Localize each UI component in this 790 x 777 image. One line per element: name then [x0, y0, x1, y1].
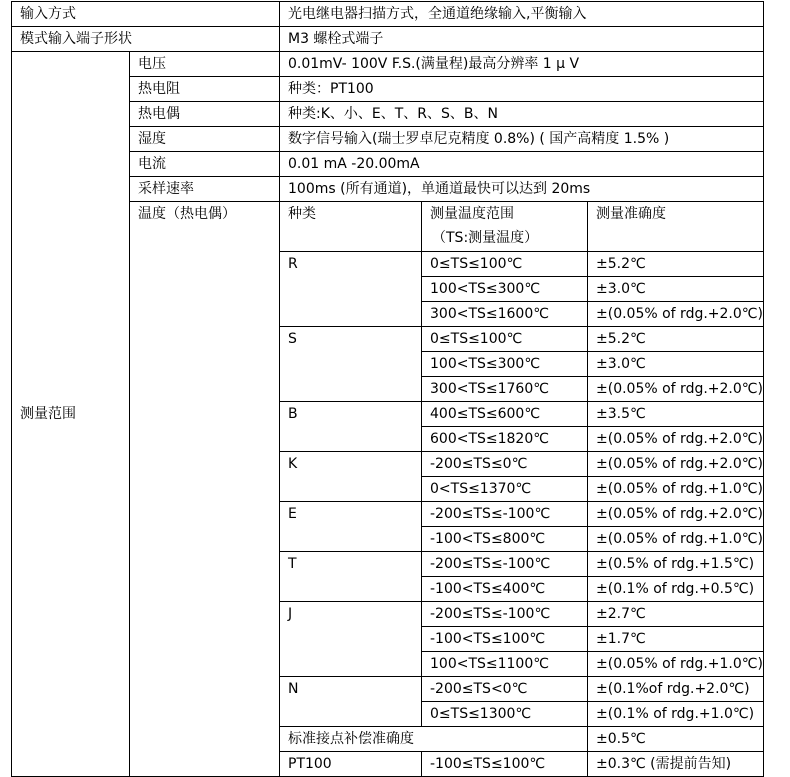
- sampling-value: 100ms (所有通道)，单通道最快可以达到 20ms: [280, 177, 764, 202]
- temperature-range-cell: -100<TS≤100℃: [422, 627, 588, 652]
- accuracy-cell: ±2.7℃: [588, 602, 764, 627]
- rtd-value: 种类：PT100: [280, 77, 764, 102]
- temperature-range-cell: -200≤TS<0℃: [422, 677, 588, 702]
- accuracy-cell: ±(0.05% of rdg.+1.0℃): [588, 652, 764, 677]
- accuracy-cell: ±(0.05% of rdg.+2.0℃): [588, 452, 764, 477]
- accuracy-cell: ±(0.05% of rdg.+2.0℃): [588, 427, 764, 452]
- accuracy-cell: ±(0.05% of rdg.+2.0℃): [588, 502, 764, 527]
- terminal-value: M3 螺栓式端子: [280, 27, 764, 52]
- temperature-range-cell: -200≤TS≤-100℃: [422, 502, 588, 527]
- accuracy-cell: ±(0.5% of rdg.+1.5℃): [588, 552, 764, 577]
- thermocouple-type-cell: B: [280, 402, 422, 452]
- temperature-range-cell: 100<TS≤300℃: [422, 352, 588, 377]
- thermocouple-type-cell: R: [280, 252, 422, 327]
- range-header: [422, 202, 588, 252]
- accuracy-cell: ±3.0℃: [588, 352, 764, 377]
- cold-junction-label: 标准接点补偿准确度: [280, 727, 588, 752]
- voltage-value: 0.01mV- 100V F.S.(满量程)最高分辨率 1 μ V: [280, 52, 764, 77]
- input-method-value: 光电继电器扫描方式，全通道绝缘输入,平衡输入: [280, 2, 764, 27]
- temperature-range-cell: -200≤TS≤-100℃: [422, 602, 588, 627]
- humidity-label: 湿度: [130, 127, 280, 152]
- sampling-label: 采样速率: [130, 177, 280, 202]
- rtd-label: 热电阻: [130, 77, 280, 102]
- temperature-range-cell: 400≤TS≤600℃: [422, 402, 588, 427]
- measurement-range-label: 测量范围: [12, 52, 130, 777]
- thermocouple-type-cell: T: [280, 552, 422, 602]
- current-label: 电流: [130, 152, 280, 177]
- accuracy-cell: ±(0.05% of rdg.+2.0℃): [588, 377, 764, 402]
- spec-table-body: [12, 2, 764, 777]
- voltage-label: 电压: [130, 52, 280, 77]
- accuracy-header: 测量准确度: [588, 202, 764, 252]
- temperature-range-cell: 300<TS≤1760℃: [422, 377, 588, 402]
- temperature-thermocouple-label: 温度（热电偶）: [130, 202, 280, 777]
- temperature-range-cell: -100<TS≤400℃: [422, 577, 588, 602]
- accuracy-cell: ±(0.1% of rdg.+1.0℃): [588, 702, 764, 727]
- accuracy-cell: ±(0.05% of rdg.+1.0℃): [588, 527, 764, 552]
- spec-table: [11, 1, 764, 777]
- temperature-range-cell: 0≤TS≤100℃: [422, 252, 588, 277]
- thermocouple-label: 热电偶: [130, 102, 280, 127]
- thermocouple-type-cell: J: [280, 602, 422, 677]
- table-row: [12, 2, 764, 27]
- accuracy-cell: ±(0.05% of rdg.+1.0℃): [588, 477, 764, 502]
- terminal-label: 模式输入端子形状: [12, 27, 280, 52]
- temperature-range-cell: 0≤TS≤100℃: [422, 327, 588, 352]
- thermocouple-type-cell: N: [280, 677, 422, 727]
- temperature-range-cell: 100<TS≤1100℃: [422, 652, 588, 677]
- accuracy-cell: ±(0.1% of rdg.+0.5℃): [588, 577, 764, 602]
- humidity-value: 数字信号输入(瑞士罗卓尼克精度 0.8%) ( 国产高精度 1.5% ): [280, 127, 764, 152]
- temperature-range-cell: 0≤TS≤1300℃: [422, 702, 588, 727]
- type-header: 种类: [280, 202, 422, 252]
- table-row: [12, 52, 764, 77]
- partial-range-cell: -100≤TS≤100℃: [422, 752, 588, 777]
- range-header-subtitle: （TS:测量温度）: [432, 230, 539, 246]
- accuracy-cell: ±1.7℃: [588, 627, 764, 652]
- accuracy-cell: ±5.2℃: [588, 327, 764, 352]
- thermocouple-type-cell: E: [280, 502, 422, 552]
- range-header-title: 测量温度范围: [430, 206, 514, 222]
- temperature-range-cell: -200≤TS≤-100℃: [422, 552, 588, 577]
- partial-accuracy-cell: ±0.3℃ (需提前告知): [588, 752, 764, 777]
- table-row: [12, 27, 764, 52]
- current-value: 0.01 mA -20.00mA: [280, 152, 764, 177]
- accuracy-cell: ±5.2℃: [588, 252, 764, 277]
- temperature-range-cell: 300<TS≤1600℃: [422, 302, 588, 327]
- accuracy-cell: ±(0.1%of rdg.+2.0℃): [588, 677, 764, 702]
- temperature-range-cell: -100<TS≤800℃: [422, 527, 588, 552]
- thermocouple-type-cell: S: [280, 327, 422, 402]
- input-method-label: 输入方式: [12, 2, 280, 27]
- accuracy-cell: ±3.0℃: [588, 277, 764, 302]
- temperature-range-cell: -200≤TS≤0℃: [422, 452, 588, 477]
- thermocouple-type-cell: K: [280, 452, 422, 502]
- temperature-range-cell: 600<TS≤1820℃: [422, 427, 588, 452]
- cold-junction-accuracy: ±0.5℃: [588, 727, 764, 752]
- accuracy-cell: ±3.5℃: [588, 402, 764, 427]
- temperature-range-cell: 0<TS≤1370℃: [422, 477, 588, 502]
- thermocouple-value: 种类:K、小、E、T、R、S、B、N: [280, 102, 764, 127]
- accuracy-cell: ±(0.05% of rdg.+2.0℃): [588, 302, 764, 327]
- temperature-range-cell: 100<TS≤300℃: [422, 277, 588, 302]
- partial-type-cell: PT100: [280, 752, 422, 777]
